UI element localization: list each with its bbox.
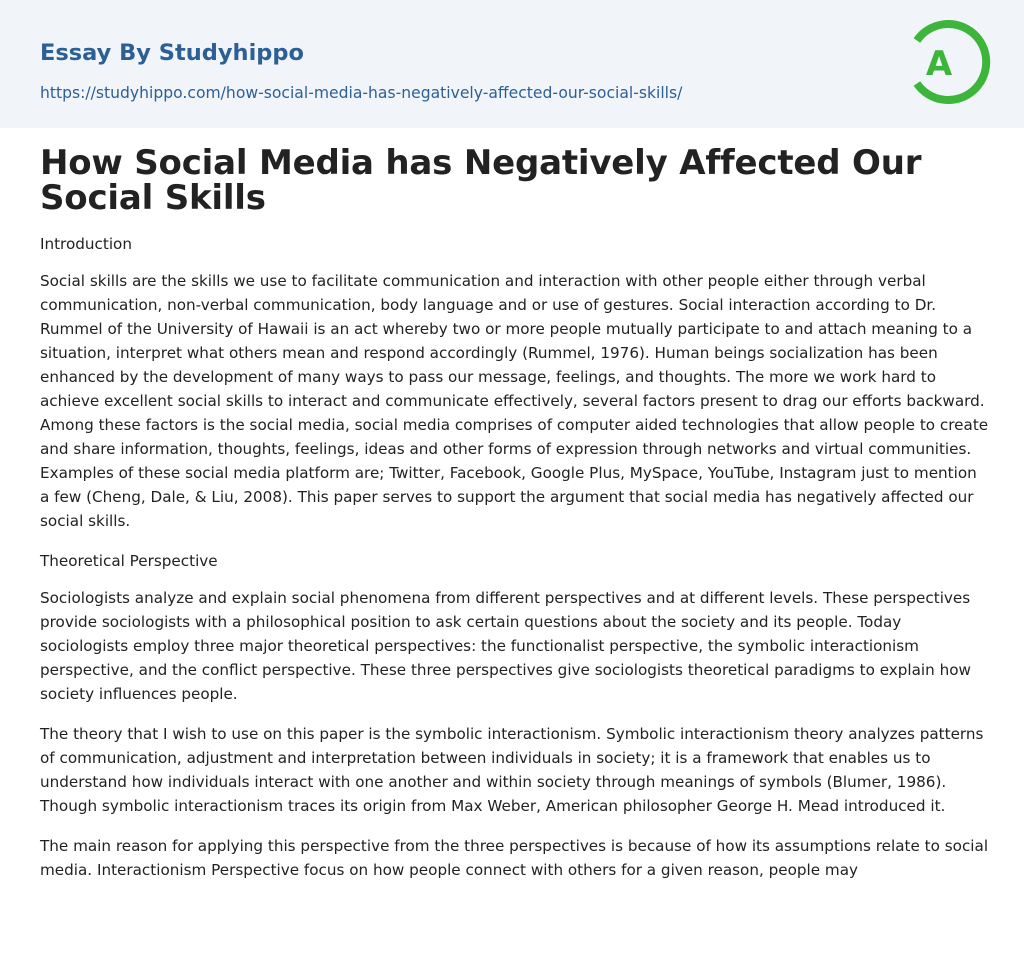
essay-body [40, 232, 990, 898]
essay-title: How Social Media has Negatively Affected Our Social Skills [40, 143, 922, 218]
brand-title[interactable]: Essay By Studyhippo [40, 40, 304, 66]
paragraph: The theory that I wish to use on this paper is the symbolic interactionism. Symbolic interactionism theory analyzes patterns of communication, adjustment and interpretation between individuals in society; it is a framework that enables us to understand how individuals interact with one another and within society through meanings of symbols (Blumer, 1986). Though symbolic interactionism traces its origin from Max Weber, American philosopher George H. Mead introduced it. [40, 725, 984, 815]
section-heading-introduction: Introduction [40, 235, 132, 253]
site-header [0, 0, 1024, 128]
paragraph: Social skills are the skills we use to facilitate communication and interaction with other people either through verbal communication, non-verbal communication, body language and or use of gestures. Social interaction according to Dr. Rummel of the University of Hawaii is an act whereby two or more people mutually participate to and attach meaning to a situation, interpret what others mean and respond accordingly (Rummel, 1976). Human beings socialization has been enhanced by the development of many ways to pass our message, feelings, and thoughts. The more we work hard to achieve excellent social skills to interact and communicate effectively, several factors present to drag our efforts backward. Among these factors is the social media, social media comprises of computer aided technologies that allow people to create and share information, thoughts, feelings, ideas and other forms of expression through networks and virtual communities. Examples of these social media platform are; Twitter, Facebook, Google Plus, MySpace, YouTube, Instagram just to mention a few (Cheng, Dale, & Liu, 2008). This paper serves to support the argument that social media has negatively affected our social skills. [40, 272, 989, 530]
source-url-link[interactable]: https://studyhippo.com/how-social-media-has-negatively-affected-our-social-skills/ [40, 84, 683, 102]
paragraph: The main reason for applying this perspective from the three perspectives is because of how its assumptions relate to social media. Interactionism Perspective focus on how people connect with others for a given reason, people may [40, 837, 989, 879]
section-heading-theoretical-perspective: Theoretical Perspective [40, 552, 218, 570]
paragraph: Sociologists analyze and explain social phenomena from different perspectives and at different levels. These perspectives provide sociologists with a philosophical position to ask certain questions about the society and its people. Today sociologists employ three major theoretical perspectives: the functionalist perspective, the symbolic interactionism perspective, and the conflict perspective. These three perspectives give sociologists theoretical paradigms to explain how society influences people. [40, 589, 971, 703]
logo-letter: A [925, 44, 953, 84]
studyhippo-logo-icon[interactable] [908, 16, 992, 108]
